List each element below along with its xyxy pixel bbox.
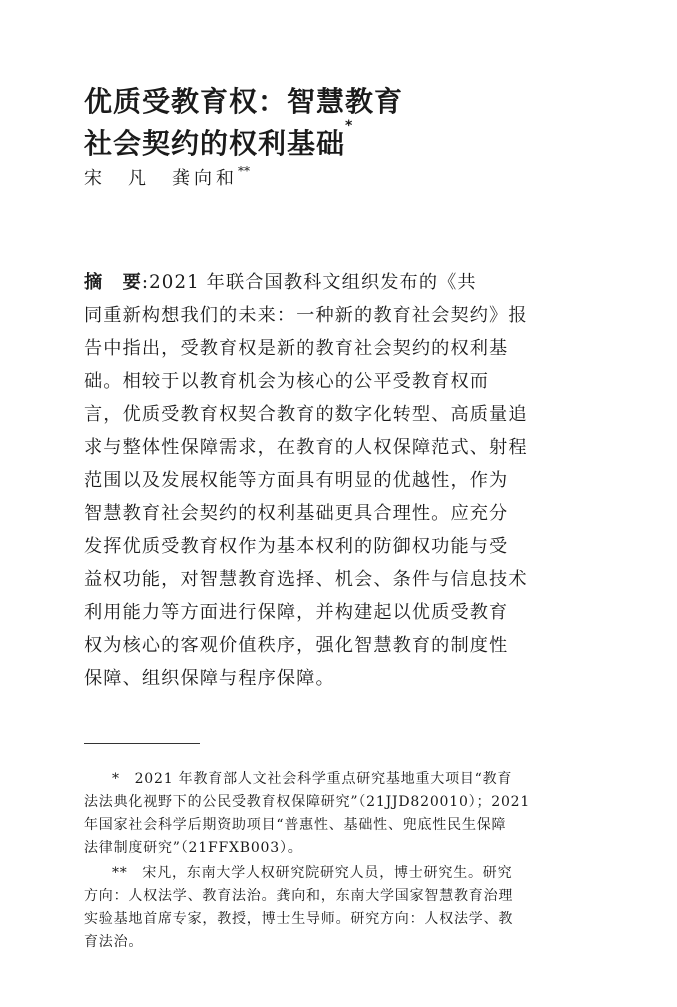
title-line-2 xyxy=(84,118,354,162)
abstract-line: 础。相较于以教育机会为核心的公平受教育权而 xyxy=(84,371,490,392)
author-2: 龚向和 xyxy=(172,168,238,189)
footnote-line: * 2021 年教育部人文社会科学重点研究基地重大项目“教育 xyxy=(112,771,513,787)
abstract-line: 范围以及发展权能等方面具有明显的优越性，作为 xyxy=(84,470,509,491)
abstract-line: 发挥优质受教育权作为基本权利的防御权功能与受 xyxy=(84,536,509,557)
abstract-line: 保障、组织保障与程序保障。 xyxy=(84,668,335,689)
abstract-line xyxy=(84,266,554,299)
footnote-line: 法律制度研究”（21FFXB003）。 xyxy=(84,840,303,856)
footnote-divider xyxy=(84,743,200,744)
abstract-line: 求与整体性保障需求，在教育的人权保障范式、射程 xyxy=(84,437,528,458)
author-line xyxy=(84,164,250,190)
author-footnote-marker: ** xyxy=(238,164,250,178)
footnote-line: 育法治。 xyxy=(84,934,144,950)
footnote-line: 法法典化视野下的公民受教育权保障研究”（21JJD820010）；2021 xyxy=(84,794,531,810)
title-line-1-text: 优质受教育权：智慧教育 xyxy=(84,85,404,118)
footnote-line: 实验基地首席专家，教授，博士生导师。研究方向：人权法学、教 xyxy=(84,911,514,927)
title-line-1 xyxy=(84,80,403,120)
abstract-line: 智慧教育社会契约的权利基础更具合理性。应充分 xyxy=(84,503,509,524)
title-footnote-marker: * xyxy=(345,118,354,134)
abstract-keyword: 摘 要 xyxy=(84,272,142,293)
abstract-line: 权为核心的客观价值秩序，强化智慧教育的制度性 xyxy=(84,635,509,656)
abstract-line-text: :2021 年联合国教科文组织发布的《共 xyxy=(141,272,477,293)
footnote-2 xyxy=(84,862,564,954)
title-line-2-text: 社会契约的权利基础 xyxy=(84,127,346,160)
footnote-line: 方向：人权法学、教育法治。龚向和，东南大学国家智慧教育治理 xyxy=(84,888,514,904)
author-1: 宋 凡 xyxy=(84,168,150,189)
abstract xyxy=(84,266,554,695)
abstract-line: 言，优质受教育权契合教育的数字化转型、高质量追 xyxy=(84,404,528,425)
footnote-1 xyxy=(84,768,564,860)
footnote-line: ** 宋凡，东南大学人权研究院研究人员，博士研究生。研究 xyxy=(112,865,513,881)
abstract-line: 益权功能，对智慧教育选择、机会、条件与信息技术 xyxy=(84,569,528,590)
abstract-line: 利用能力等方面进行保障，并构建起以优质受教育 xyxy=(84,602,509,623)
abstract-line: 告中指出，受教育权是新的教育社会契约的权利基 xyxy=(84,338,509,359)
footnote-line: 年国家社会科学后期资助项目“普惠性、基础性、兜底性民生保障 xyxy=(84,817,507,833)
abstract-line: 同重新构想我们的未来：一种新的教育社会契约》报 xyxy=(84,305,528,326)
